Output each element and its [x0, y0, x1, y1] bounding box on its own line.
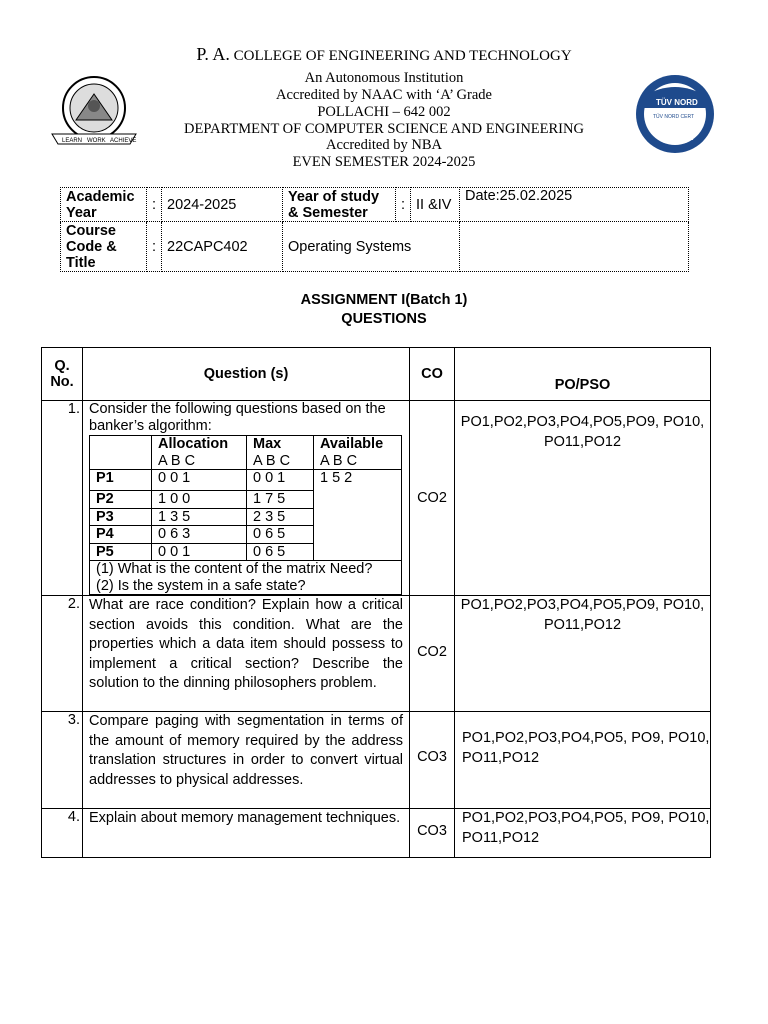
empty-cell	[460, 222, 689, 272]
nba-line: Accredited by NBA	[326, 137, 442, 153]
allocation-sub: A B C	[158, 452, 196, 469]
question-number: 1.	[42, 401, 83, 596]
table-row	[42, 809, 711, 858]
question-text: What are race condition? Explain how a critical section avoids this condition. What are the properties which a data item should possess to implement a critical section? Describe the solution to the dinning philosophers problem.	[83, 596, 410, 712]
academic-year-label: Academic Year	[61, 188, 147, 222]
course-info-table	[60, 187, 689, 272]
co-value: CO3	[410, 809, 455, 858]
sub-question-2: (2) Is the system in a safe state?	[96, 577, 306, 594]
available-sub: A B C	[320, 452, 358, 469]
question-text: Consider the following questions based on the banker’s algorithm:	[89, 401, 386, 434]
logo-word-work: WORK	[87, 138, 106, 144]
table-row	[42, 596, 711, 712]
logo-word-learn: LEARN	[62, 138, 83, 144]
course-title: Operating Systems	[283, 222, 460, 272]
location-line: POLLACHI – 642 002	[317, 104, 451, 120]
department-line: DEPARTMENT OF COMPUTER SCIENCE AND ENGINEERING	[184, 121, 584, 137]
sub-questions	[90, 561, 402, 595]
header-qno: Q. No.	[42, 348, 83, 401]
year-semester-label: Year of study & Semester	[283, 188, 396, 222]
max-label: Max	[253, 436, 282, 452]
co-value: CO2	[410, 596, 455, 712]
max-value: 1 7 5	[247, 491, 314, 509]
co-value: CO3	[410, 712, 455, 809]
max-value: 0 0 1	[247, 470, 314, 491]
question-number: 2.	[42, 596, 83, 712]
process-label: P2	[90, 491, 152, 509]
tuv-cert-text: TÜV NORD CERT	[653, 114, 695, 120]
available-header	[314, 436, 402, 470]
process-label: P3	[90, 508, 152, 526]
tuv-nord-text: TÜV NORD	[656, 98, 698, 107]
logo-word-achieve: ACHIEVE	[110, 138, 137, 144]
course-label: Course Code & Title	[61, 222, 147, 272]
question-number: 3.	[42, 712, 83, 809]
allocation-value: 0 0 1	[152, 543, 247, 561]
max-header	[247, 436, 314, 470]
college-logo	[46, 74, 142, 150]
allocation-value: 1 0 0	[152, 491, 247, 509]
max-sub: A B C	[253, 452, 291, 469]
process-label: P1	[90, 470, 152, 491]
co-value: CO2	[410, 401, 455, 596]
semester-line: EVEN SEMESTER 2024-2025	[292, 154, 476, 170]
process-label: P4	[90, 526, 152, 544]
questions-table	[41, 347, 711, 858]
table-row	[42, 401, 711, 596]
colon: :	[147, 188, 162, 222]
allocation-label: Allocation	[158, 436, 229, 452]
year-semester-value: II &IV	[411, 188, 460, 222]
blank-cell	[90, 436, 152, 470]
assignment-title: ASSIGNMENT I(Batch 1)	[300, 292, 468, 308]
allocation-value: 1 3 5	[152, 508, 247, 526]
process-label: P5	[90, 543, 152, 561]
header-po: PO/PSO	[455, 348, 711, 401]
question-text: Explain about memory management techniques.	[83, 809, 410, 858]
question-text: Compare paging with segmentation in terms of the amount of memory required by the address translation structures in order to convert virtual addresses to physical addresses.	[83, 712, 410, 809]
sub-question-1: (1) What is the content of the matrix Need?	[96, 561, 373, 577]
college-name-rest: COLLEGE OF ENGINEERING AND TECHNOLOGY	[233, 48, 572, 64]
table-row	[42, 712, 711, 809]
allocation-value: 0 0 1	[152, 470, 247, 491]
allocation-value: 0 6 3	[152, 526, 247, 544]
allocation-header	[152, 436, 247, 470]
question-cell	[83, 401, 410, 596]
po-value: PO1,PO2,PO3,PO4,PO5,PO9, PO10, PO11,PO12	[455, 401, 711, 596]
max-value: 2 3 5	[247, 508, 314, 526]
course-code: 22CAPC402	[162, 222, 283, 272]
tuv-nord-logo	[634, 74, 716, 154]
date: Date:25.02.2025	[460, 188, 689, 222]
max-value: 0 6 5	[247, 543, 314, 561]
colon: :	[147, 222, 162, 272]
autonomous-line: An Autonomous Institution	[304, 70, 464, 86]
iso-text: ISO 9001	[664, 135, 694, 142]
colon: :	[396, 188, 411, 222]
college-name	[150, 46, 618, 65]
available-label: Available	[320, 436, 384, 452]
academic-year-value: 2024-2025	[162, 188, 283, 222]
po-value: PO1,PO2,PO3,PO4,PO5, PO9, PO10, PO11,PO12	[455, 809, 711, 858]
po-value: PO1,PO2,PO3,PO4,PO5, PO9, PO10, PO11,PO12	[455, 712, 711, 809]
bankers-table	[89, 435, 402, 595]
max-value: 0 6 5	[247, 526, 314, 544]
po-value: PO1,PO2,PO3,PO4,PO5,PO9, PO10, PO11,PO12	[455, 596, 711, 712]
header-co: CO	[410, 348, 455, 401]
assignment-subtitle: QUESTIONS	[341, 311, 427, 327]
college-initials: P. A.	[196, 44, 230, 64]
question-number: 4.	[42, 809, 83, 858]
naac-line: Accredited by NAAC with ‘A’ Grade	[276, 87, 492, 103]
available-value: 1 5 2	[314, 470, 402, 561]
header-question: Question (s)	[83, 348, 410, 401]
